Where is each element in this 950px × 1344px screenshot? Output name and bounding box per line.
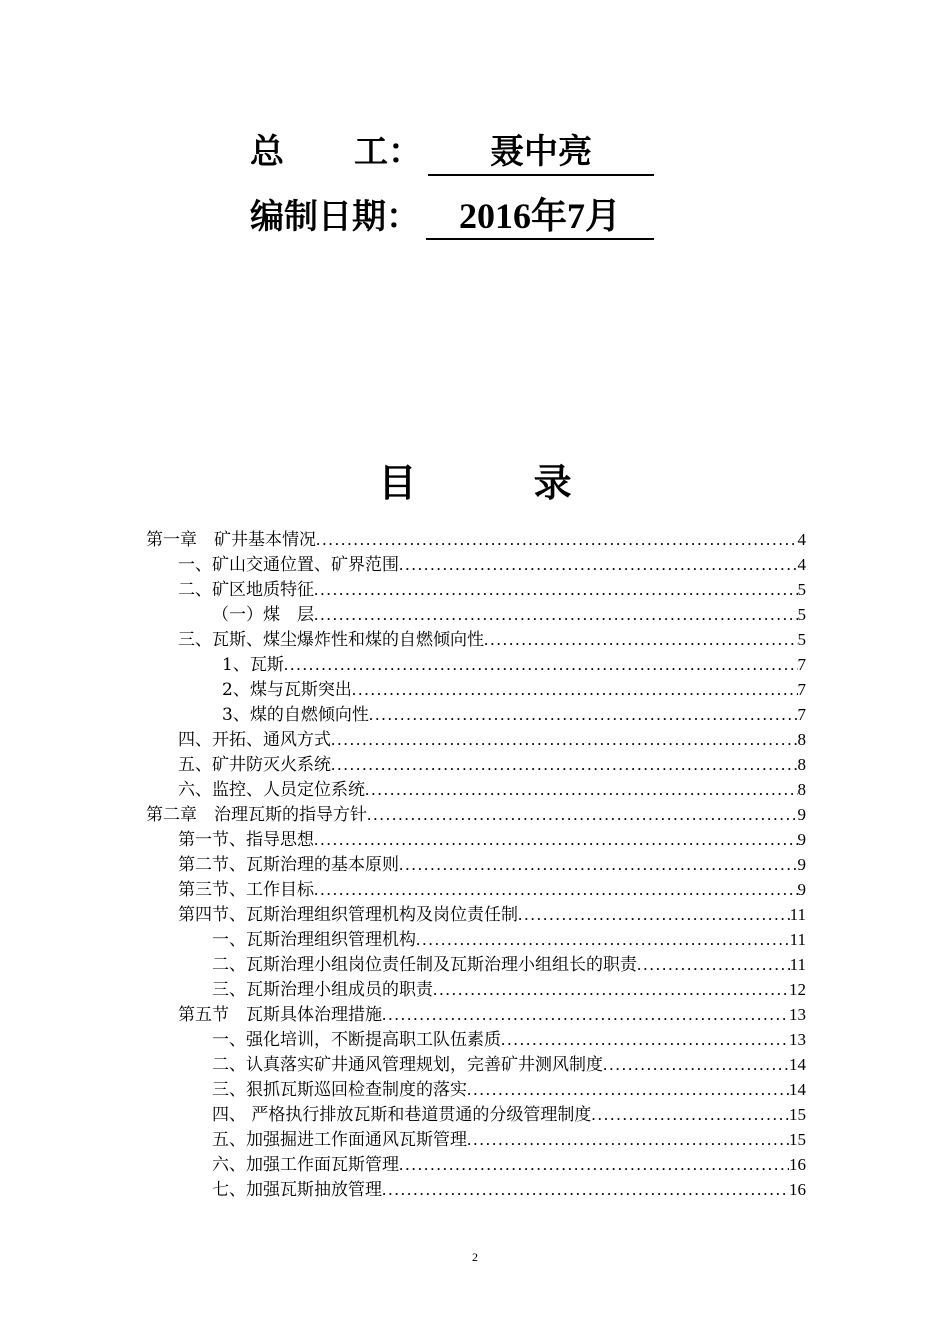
toc-entry-title: 第一章 矿井基本情况 bbox=[146, 530, 316, 550]
toc-entry-title: 二、认真落实矿井通风管理规划，完善矿井测风制度 bbox=[212, 1055, 603, 1075]
toc-dot-leader bbox=[331, 754, 798, 776]
toc-entry-page: 5 bbox=[797, 605, 806, 624]
toc-dot-leader bbox=[314, 879, 798, 901]
toc-entry-page: 7 bbox=[797, 655, 806, 674]
toc-dot-leader bbox=[501, 1029, 789, 1051]
toc-dot-leader bbox=[367, 804, 798, 826]
toc-entry[interactable] bbox=[146, 676, 806, 701]
toc-entry[interactable] bbox=[146, 1176, 806, 1201]
chief-engineer-label-a: 总 bbox=[250, 132, 284, 172]
toc-entry-page: 8 bbox=[797, 730, 806, 749]
toc-dot-leader bbox=[284, 654, 798, 676]
toc-entry-title: 三、瓦斯、煤尘爆炸性和煤的自燃倾向性 bbox=[178, 630, 484, 650]
toc-entry-page: 9 bbox=[797, 805, 806, 824]
toc-entry[interactable] bbox=[146, 626, 806, 651]
chief-engineer-name: 聂中亮 bbox=[428, 130, 654, 176]
toc-dot-leader bbox=[467, 1079, 789, 1101]
toc-entry-title: 四、 严格执行排放瓦斯和巷道贯通的分级管理制度 bbox=[212, 1105, 592, 1125]
toc-dot-leader bbox=[416, 929, 790, 951]
toc-entry[interactable] bbox=[146, 926, 806, 951]
toc-entry-title: 二、矿区地质特征 bbox=[178, 580, 314, 600]
toc-entry[interactable] bbox=[146, 976, 806, 1001]
toc-entry-page: 8 bbox=[797, 780, 806, 799]
toc-dot-leader bbox=[518, 904, 790, 926]
toc-dot-leader bbox=[433, 979, 789, 1001]
toc-entry[interactable] bbox=[146, 1001, 806, 1026]
toc-entry[interactable] bbox=[146, 1051, 806, 1076]
toc-entry-page: 15 bbox=[789, 1105, 806, 1124]
toc-entry-title: 第三节、工作目标 bbox=[178, 880, 314, 900]
toc-entry-title: 六、监控、人员定位系统 bbox=[178, 780, 365, 800]
toc-entry-title: 一、矿山交通位置、矿界范围 bbox=[178, 555, 399, 575]
toc-entry-page: 11 bbox=[789, 955, 806, 974]
toc-entry-title: 四、开拓、通风方式 bbox=[178, 730, 331, 750]
toc-entry-page: 12 bbox=[789, 980, 806, 999]
toc-entry[interactable] bbox=[146, 1026, 806, 1051]
toc-entry[interactable] bbox=[146, 701, 806, 726]
toc-dot-leader bbox=[314, 579, 798, 601]
toc-entry[interactable] bbox=[146, 901, 806, 926]
compile-date-label: 编制日期： bbox=[250, 197, 420, 237]
page-number: 2 bbox=[472, 1250, 478, 1264]
toc-entry[interactable] bbox=[146, 1101, 806, 1126]
toc-entry-page: 5 bbox=[797, 630, 806, 649]
table-of-contents bbox=[146, 526, 806, 1201]
toc-entry-page: 14 bbox=[789, 1080, 806, 1099]
toc-dot-leader bbox=[316, 529, 798, 551]
toc-dot-leader bbox=[314, 829, 798, 851]
compile-date-value: 2016年7月 bbox=[426, 194, 654, 240]
toc-dot-leader bbox=[331, 729, 798, 751]
toc-entry-page: 16 bbox=[789, 1180, 806, 1199]
compile-date-row bbox=[250, 194, 654, 240]
toc-dot-leader bbox=[603, 1054, 789, 1076]
toc-entry-title: 1、瓦斯 bbox=[222, 655, 284, 675]
toc-entry[interactable] bbox=[146, 601, 806, 626]
toc-entry[interactable] bbox=[146, 776, 806, 801]
toc-dot-leader bbox=[591, 1104, 789, 1126]
toc-entry-page: 8 bbox=[797, 755, 806, 774]
toc-entry[interactable] bbox=[146, 751, 806, 776]
toc-entry-title: 一、强化培训，不断提高职工队伍素质 bbox=[212, 1030, 501, 1050]
toc-entry-title: 三、狠抓瓦斯巡回检查制度的落实 bbox=[212, 1080, 467, 1100]
toc-entry-page: 11 bbox=[789, 905, 806, 924]
toc-entry-title: 第二节、瓦斯治理的基本原则 bbox=[178, 855, 399, 875]
toc-entry[interactable] bbox=[146, 576, 806, 601]
toc-entry-title: 第一节、指导思想 bbox=[178, 830, 314, 850]
toc-entry-title: 2、煤与瓦斯突出 bbox=[222, 680, 352, 700]
toc-entry[interactable] bbox=[146, 1151, 806, 1176]
toc-entry-page: 4 bbox=[797, 555, 806, 574]
toc-dot-leader bbox=[352, 679, 798, 701]
toc-entry-page: 7 bbox=[797, 680, 806, 699]
toc-entry-page: 13 bbox=[789, 1005, 806, 1024]
toc-entry[interactable] bbox=[146, 526, 806, 551]
toc-dot-leader bbox=[637, 954, 790, 976]
toc-entry[interactable] bbox=[146, 801, 806, 826]
toc-entry-page: 13 bbox=[789, 1030, 806, 1049]
toc-entry-title: 六、加强工作面瓦斯管理 bbox=[212, 1155, 399, 1175]
toc-dot-leader bbox=[467, 1129, 789, 1151]
toc-entry-page: 5 bbox=[797, 580, 806, 599]
toc-entry-page: 7 bbox=[797, 705, 806, 724]
toc-dot-leader bbox=[399, 554, 798, 576]
toc-entry-title: 一、瓦斯治理组织管理机构 bbox=[212, 930, 416, 950]
toc-entry-page: 11 bbox=[789, 930, 806, 949]
toc-entry-page: 15 bbox=[789, 1130, 806, 1149]
toc-entry-title: 第二章 治理瓦斯的指导方针 bbox=[146, 805, 367, 825]
toc-dot-leader bbox=[365, 779, 798, 801]
toc-entry-title: 七、加强瓦斯抽放管理 bbox=[212, 1180, 382, 1200]
toc-dot-leader bbox=[369, 704, 798, 726]
toc-entry-page: 16 bbox=[789, 1155, 806, 1174]
toc-entry-title: （一）煤 层 bbox=[212, 605, 314, 625]
toc-entry[interactable] bbox=[146, 1126, 806, 1151]
toc-entry[interactable] bbox=[146, 726, 806, 751]
chief-engineer-row bbox=[250, 130, 654, 176]
toc-entry-title: 二、瓦斯治理小组岗位责任制及瓦斯治理小组组长的职责 bbox=[212, 955, 637, 975]
toc-dot-leader bbox=[399, 854, 798, 876]
toc-entry-title: 3、煤的自燃倾向性 bbox=[222, 705, 369, 725]
toc-entry-title: 第五节 瓦斯具体治理措施 bbox=[178, 1005, 382, 1025]
toc-entry-page: 9 bbox=[797, 880, 806, 899]
toc-dot-leader bbox=[314, 604, 798, 626]
toc-entry-title: 五、加强掘进工作面通风瓦斯管理 bbox=[212, 1130, 467, 1150]
toc-dot-leader bbox=[382, 1004, 789, 1026]
chief-engineer-label-b: 工： bbox=[354, 132, 422, 172]
toc-dot-leader bbox=[382, 1179, 789, 1201]
toc-title: 目 录 bbox=[378, 461, 624, 505]
toc-entry-page: 9 bbox=[797, 855, 806, 874]
toc-entry[interactable] bbox=[146, 1076, 806, 1101]
toc-entry-title: 三、瓦斯治理小组成员的职责 bbox=[212, 980, 433, 1000]
toc-dot-leader bbox=[484, 629, 798, 651]
toc-entry-page: 4 bbox=[797, 530, 806, 549]
toc-entry-page: 14 bbox=[789, 1055, 806, 1074]
toc-dot-leader bbox=[399, 1154, 789, 1176]
toc-entry[interactable] bbox=[146, 951, 806, 976]
toc-entry[interactable] bbox=[146, 826, 806, 851]
toc-entry[interactable] bbox=[146, 851, 806, 876]
toc-entry-page: 9 bbox=[797, 830, 806, 849]
toc-entry-title: 五、矿井防灭火系统 bbox=[178, 755, 331, 775]
toc-entry-title: 第四节、瓦斯治理组织管理机构及岗位责任制 bbox=[178, 905, 518, 925]
toc-entry[interactable] bbox=[146, 876, 806, 901]
toc-entry[interactable] bbox=[146, 551, 806, 576]
toc-entry[interactable] bbox=[146, 651, 806, 676]
